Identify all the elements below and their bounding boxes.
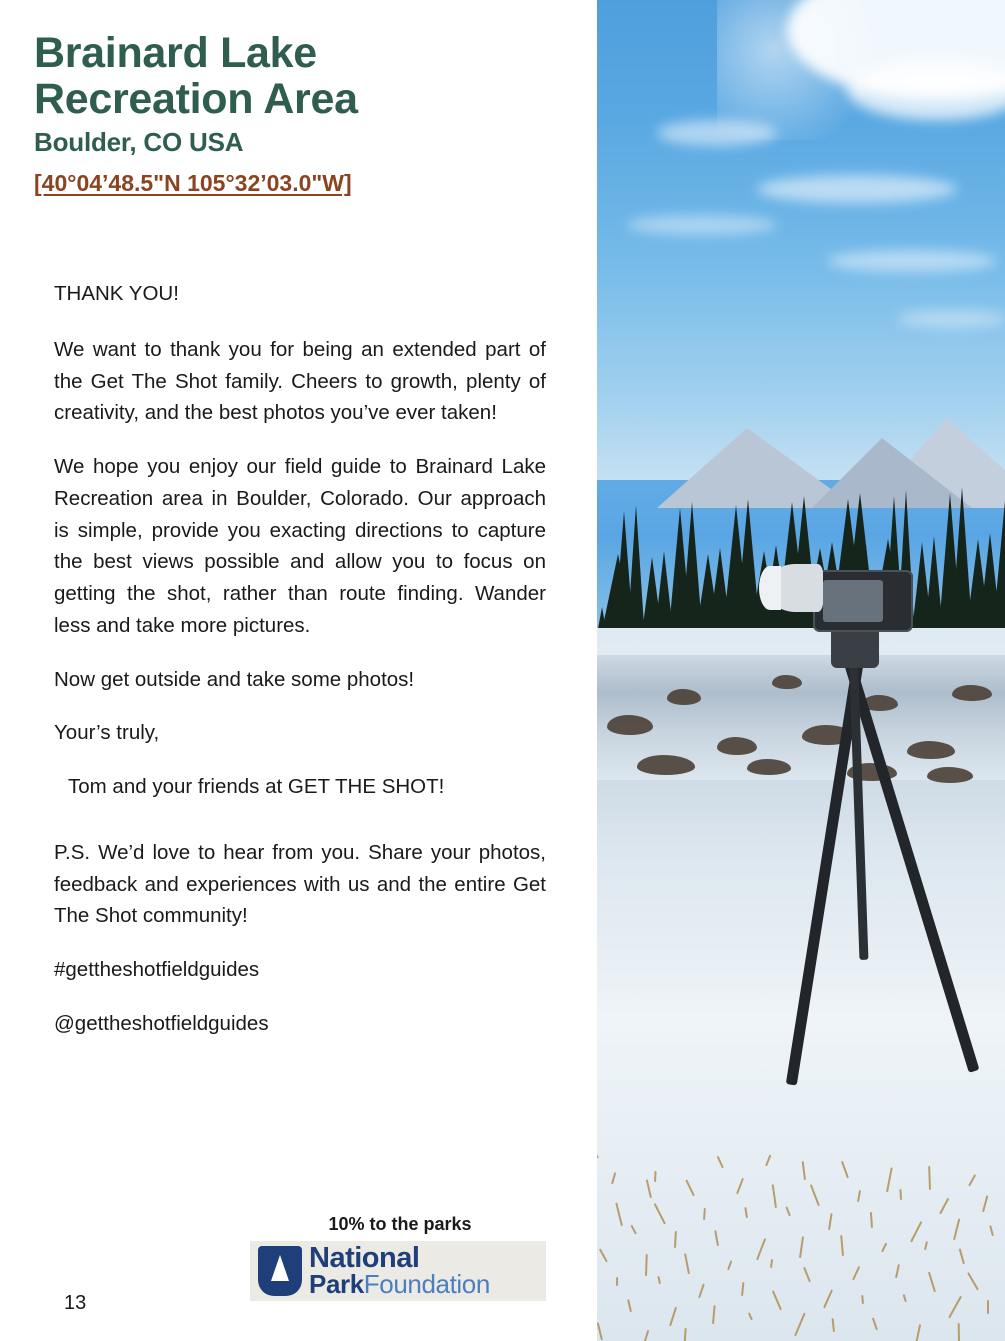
- paragraph-gratitude: We want to thank you for being an extended part of the Get The Shot family. Cheers to growth, plenty of creativity, and the best photos you’ve ever taken!: [54, 337, 546, 425]
- page-title-line-2: Recreation Area: [34, 75, 358, 124]
- page-title: [34, 30, 574, 123]
- logo-wordmark: [309, 1241, 490, 1300]
- landscape-photograph: [597, 0, 1005, 1341]
- cloud: [897, 310, 1005, 328]
- photo-column: [597, 0, 1005, 1341]
- page-title-line-1: Brainard Lake: [34, 29, 317, 77]
- tripod-head: [831, 626, 879, 668]
- river-rock: [637, 755, 695, 775]
- paragraph-signoff: Your’s truly,: [54, 721, 160, 745]
- dry-grass: [958, 1323, 960, 1341]
- cloud: [827, 250, 997, 272]
- donation-note: 10% to the parks: [328, 1214, 472, 1234]
- cloud: [627, 215, 777, 235]
- arrowhead-shield-icon: [258, 1246, 302, 1296]
- page-subtitle: Boulder, CO USA: [34, 126, 244, 157]
- dry-grass: [987, 1300, 989, 1314]
- river-rock: [607, 715, 653, 735]
- paragraph-thank-you: THANK YOU!: [54, 282, 179, 305]
- lens-hood: [759, 566, 781, 610]
- national-park-foundation-logo: [250, 1241, 546, 1301]
- logo-word-foundation: Foundation: [363, 1269, 490, 1300]
- paragraph-handle: @gettheshotfieldguides: [54, 1012, 269, 1036]
- logo-word-park: Park: [309, 1269, 364, 1300]
- paragraph-signature: Tom and your friends at GET THE SHOT!: [68, 775, 445, 799]
- letter-body: [54, 278, 546, 1062]
- national-park-foundation-block: [250, 1214, 550, 1301]
- cloud: [657, 120, 777, 146]
- camera-screen: [823, 580, 883, 622]
- cloud: [757, 175, 957, 203]
- paragraph-postscript: P.S. We’d love to hear from you. Share your photos, feedback and experiences with us and the entire Get The Shot community!: [54, 840, 546, 928]
- paragraph-field-guide: We hope you enjoy our field guide to Brainard Lake Recreation area in Boulder, Colorado. Our approach is simple, provide you exacting directions to capture the best views possible and allow you to focus on getting the shot, rather than route finding. Wander less and take more pictures.: [54, 455, 546, 637]
- paragraph-hashtag: #gettheshotfieldguides: [54, 958, 260, 982]
- paragraph-call-to-action: Now get outside and take some photos!: [54, 667, 415, 691]
- river-rock: [717, 737, 757, 755]
- logo-line-park-foundation: [309, 1269, 490, 1300]
- title-block: [34, 30, 574, 197]
- dry-grass: [616, 1277, 618, 1286]
- river-rock: [667, 689, 701, 705]
- coordinates-link[interactable]: [40°04’48.5"N 105°32’03.0"W]: [34, 169, 352, 196]
- logo-line-national: National: [309, 1241, 420, 1274]
- page-number: 13: [64, 1292, 87, 1314]
- camera-on-tripod: [757, 540, 997, 1100]
